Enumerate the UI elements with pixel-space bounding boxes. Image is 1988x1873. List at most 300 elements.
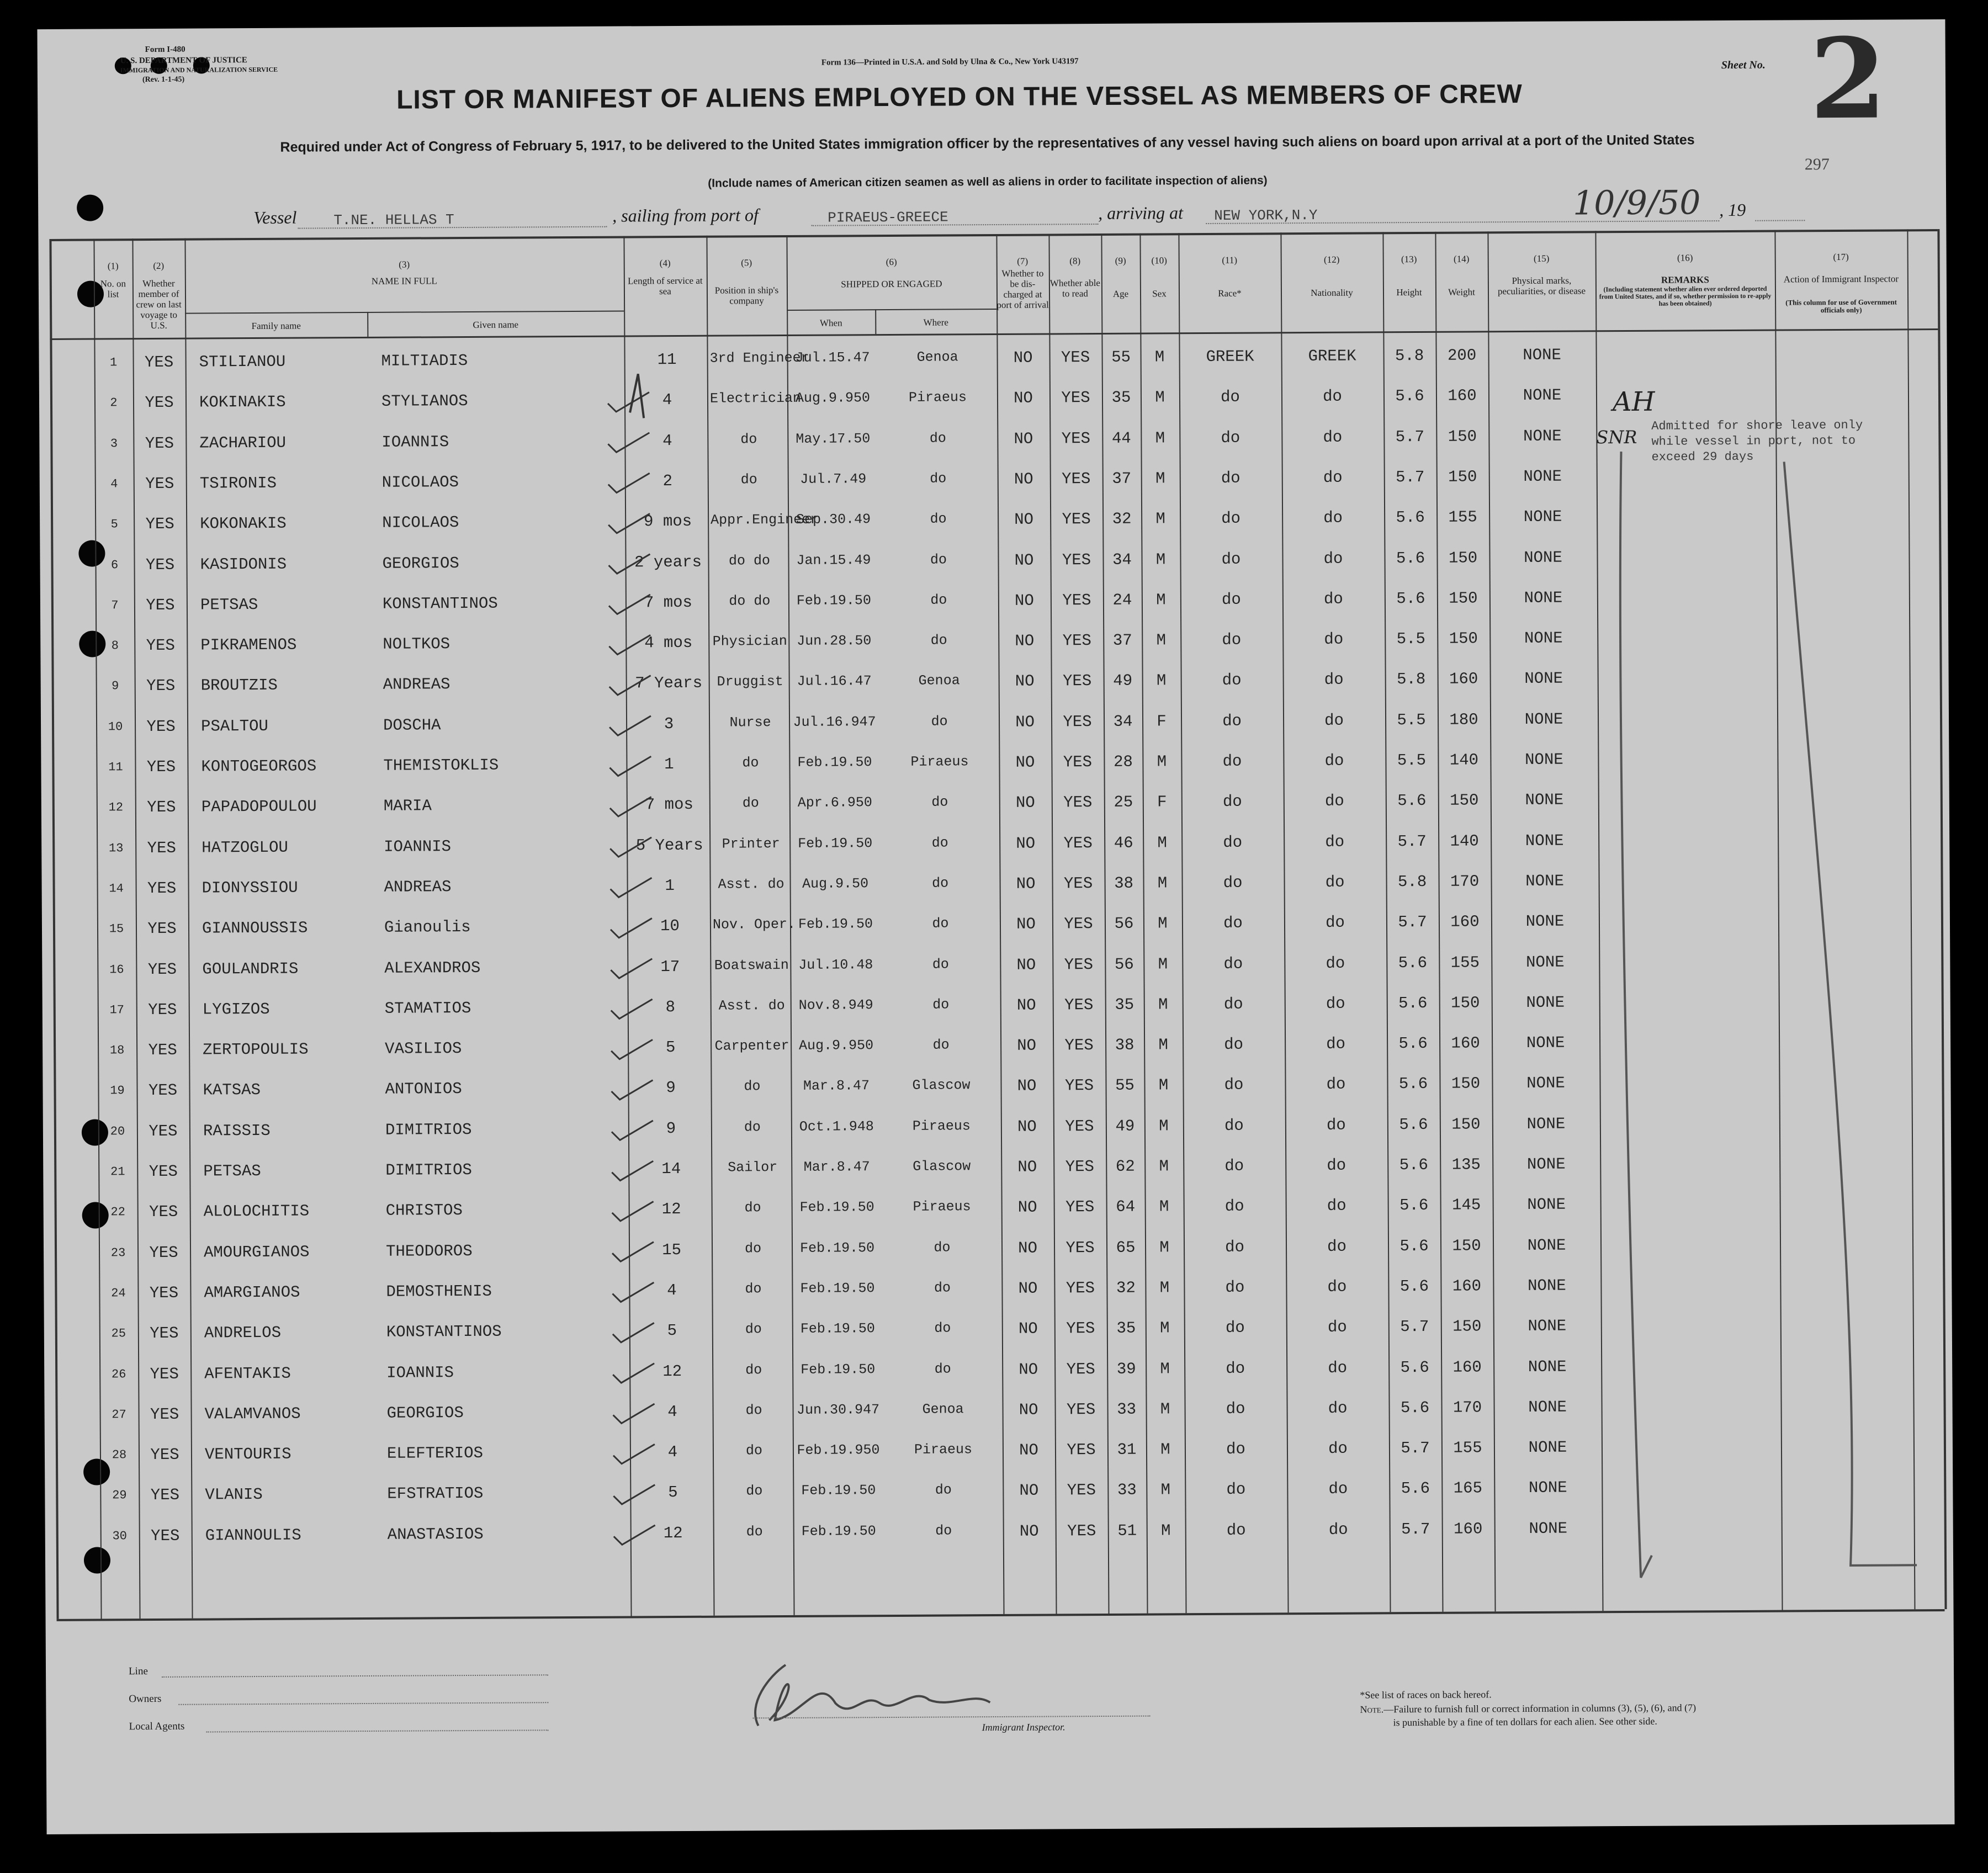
check-mark: [611, 959, 652, 978]
cell-weight: 150: [1448, 427, 1477, 446]
cell-position: 3rd Engineer: [709, 349, 809, 367]
cell-nat: do: [1326, 994, 1345, 1013]
cell-disch: NO: [1014, 470, 1033, 489]
cell-weight: 150: [1452, 1237, 1481, 1255]
check-mark: [608, 473, 650, 492]
col-number: (10): [1151, 255, 1167, 266]
cell-read: YES: [1065, 1198, 1095, 1217]
cell-read: YES: [1066, 1319, 1095, 1338]
cell-nat: do: [1325, 913, 1345, 932]
cell-read: YES: [1065, 1278, 1095, 1298]
cell-read: YES: [1062, 510, 1091, 529]
cell-height: 5.7: [1400, 1318, 1429, 1336]
cell-service: 5 Years: [635, 836, 703, 855]
cell-race: do: [1225, 1238, 1245, 1256]
cell-marks: NONE: [1525, 790, 1564, 810]
cell-age: 44: [1111, 429, 1131, 448]
cell-disch: NO: [1016, 834, 1036, 853]
cell-prev: YES: [145, 474, 174, 493]
cell-read: YES: [1063, 712, 1092, 731]
cell-position: do: [745, 1361, 762, 1378]
cell-race: GREEK: [1206, 347, 1254, 366]
cell-read: YES: [1065, 1238, 1095, 1257]
cell-where: Genoa: [918, 672, 960, 689]
cell-no: 23: [110, 1245, 126, 1260]
cell-prev: YES: [145, 394, 174, 412]
cell-nat: do: [1324, 630, 1344, 649]
cell-family: VENTOURIS: [204, 1445, 291, 1464]
cell-age: 34: [1112, 550, 1132, 569]
cell-given: ANDREAS: [384, 878, 452, 896]
cell-age: 33: [1117, 1481, 1137, 1500]
cell-when: Jul.16.947: [793, 713, 876, 730]
cell-read: YES: [1061, 389, 1090, 407]
cell-prev: YES: [150, 1486, 180, 1505]
cell-height: 5.5: [1396, 630, 1425, 649]
cell-family: LYGIZOS: [202, 1000, 270, 1019]
col-header-given: Given name: [473, 319, 519, 330]
cell-read: YES: [1065, 1158, 1094, 1176]
cell-position: do: [745, 1442, 763, 1459]
crew-table: [49, 229, 1944, 1619]
cell-service: 1: [664, 755, 674, 774]
col-number: (2): [153, 260, 165, 271]
cell-nat: do: [1323, 468, 1343, 487]
cell-marks: NONE: [1529, 1519, 1568, 1538]
cell-no: 10: [108, 719, 123, 734]
cell-weight: 170: [1452, 1398, 1482, 1417]
cell-when: Feb.19.50: [801, 1522, 876, 1540]
cell-sex: M: [1160, 1319, 1170, 1338]
cell-prev: YES: [150, 1405, 179, 1424]
vessel-name: T.NE. HELLAS T: [333, 211, 454, 229]
cell-marks: NONE: [1528, 1357, 1567, 1376]
cell-when: Feb.19.50: [798, 916, 873, 933]
cell-disch: NO: [1016, 915, 1036, 933]
cell-age: 64: [1116, 1197, 1136, 1217]
cell-nat: do: [1328, 1359, 1348, 1377]
cell-where: do: [931, 794, 948, 810]
cell-service: 2: [662, 471, 673, 491]
cell-where: Glascow: [913, 1158, 971, 1175]
cell-where: do: [929, 430, 946, 447]
cell-weight: 160: [1449, 670, 1478, 689]
cell-height: 5.5: [1397, 710, 1426, 729]
cell-when: Mar.8.47: [803, 1078, 870, 1095]
check-mark: [614, 1525, 655, 1545]
cell-when: Oct.1.948: [799, 1118, 874, 1135]
cell-no: 19: [110, 1084, 125, 1098]
col-header-6: SHIPPED OR ENGAGED: [841, 278, 942, 290]
cell-where: do: [934, 1360, 951, 1377]
cell-where: do: [930, 511, 947, 527]
cell-position: do: [744, 1240, 762, 1256]
cell-race: do: [1222, 712, 1242, 730]
cell-given: ANDREAS: [383, 675, 450, 694]
cell-where: Piraeus: [913, 1198, 971, 1216]
cell-given: KONSTANTINOS: [386, 1322, 502, 1341]
cell-nat: do: [1328, 1520, 1348, 1539]
col-header-when: When: [819, 317, 842, 328]
col-header-4: Length of service at sea: [628, 275, 703, 297]
cell-family: HATZOGLOU: [202, 838, 288, 857]
cell-no: 25: [111, 1327, 126, 1341]
cell-given: ANASTASIOS: [387, 1525, 484, 1544]
cell-prev: YES: [146, 636, 176, 655]
cell-marks: NONE: [1524, 548, 1562, 567]
cell-nat: do: [1326, 1116, 1346, 1134]
check-mark: [611, 918, 652, 937]
cell-given: NOLTKOS: [383, 635, 450, 654]
cell-given: MILTIADIS: [381, 351, 468, 370]
cell-sex: M: [1154, 348, 1165, 367]
cell-weight: 200: [1447, 346, 1477, 365]
cell-weight: 160: [1452, 1357, 1482, 1377]
sailing-port: PIRAEUS-GREECE: [828, 209, 948, 226]
cell-race: do: [1223, 914, 1243, 933]
cell-race: do: [1224, 1076, 1244, 1095]
cell-read: YES: [1065, 1117, 1094, 1136]
cell-no: 28: [112, 1448, 127, 1462]
check-mark: [609, 595, 650, 614]
cell-read: YES: [1063, 874, 1093, 893]
cell-no: 22: [110, 1205, 125, 1219]
cell-where: Piraeus: [912, 1117, 971, 1134]
cell-read: YES: [1061, 429, 1091, 448]
cell-prev: YES: [149, 1203, 178, 1222]
cell-weight: 150: [1452, 1317, 1482, 1336]
cell-sex: M: [1156, 671, 1167, 690]
cell-race: do: [1222, 671, 1242, 690]
cell-age: 34: [1113, 712, 1133, 731]
sailing-label: , sailing from port of: [612, 205, 759, 226]
col-number: (8): [1069, 256, 1081, 267]
cell-family: AFENTAKIS: [204, 1364, 291, 1383]
col-number: (9): [1115, 255, 1126, 266]
cell-sex: M: [1158, 1076, 1169, 1095]
cell-disch: NO: [1014, 551, 1034, 570]
cell-sex: M: [1155, 388, 1165, 407]
cell-age: 38: [1114, 874, 1134, 893]
cell-height: 5.6: [1396, 549, 1425, 567]
cell-no: 11: [108, 760, 123, 774]
cell-age: 31: [1117, 1440, 1137, 1459]
cell-race: do: [1226, 1440, 1245, 1458]
cell-service: 8: [665, 997, 676, 1016]
check-mark: [609, 756, 651, 776]
cell-height: 5.8: [1396, 670, 1426, 689]
year-label: , 19: [1719, 199, 1746, 220]
cell-marks: NONE: [1523, 507, 1562, 527]
note-text-2: is punishable by a fine of ten dollars for each alien. See other side.: [1393, 1715, 1657, 1728]
cell-given: GEORGIOS: [382, 554, 459, 573]
cell-nat: do: [1326, 1034, 1346, 1053]
cell-given: VASILIOS: [385, 1039, 462, 1058]
cell-race: do: [1225, 1318, 1245, 1338]
cell-no: 20: [110, 1124, 125, 1139]
cell-marks: NONE: [1528, 1438, 1567, 1457]
cell-weight: 150: [1450, 791, 1479, 810]
check-mark: [611, 999, 653, 1018]
cell-service: 12: [663, 1524, 683, 1542]
cell-when: Jul.15.47: [795, 349, 870, 366]
cell-disch: NO: [1017, 1077, 1037, 1096]
cell-race: do: [1224, 1116, 1244, 1135]
cell-when: Aug.9.50: [802, 876, 869, 892]
cell-when: Feb.19.50: [798, 835, 873, 852]
cell-nat: do: [1326, 954, 1345, 973]
cell-sex: M: [1159, 1157, 1169, 1176]
cell-disch: NO: [1013, 348, 1033, 367]
page-title: LIST OR MANIFEST OF ALIENS EMPLOYED ON THE VESSEL AS MEMBERS OF CREW: [396, 79, 1523, 115]
cell-nat: do: [1327, 1318, 1347, 1337]
cell-prev: YES: [150, 1365, 179, 1383]
cell-weight: 155: [1453, 1439, 1482, 1457]
col-number: (17): [1833, 251, 1849, 263]
cell-weight: 160: [1450, 912, 1480, 931]
cell-given: THEMISTOKLIS: [383, 756, 499, 775]
cell-disch: NO: [1013, 389, 1033, 408]
cell-no: 21: [110, 1165, 125, 1179]
cell-prev: YES: [149, 1162, 178, 1181]
cell-position: do: [746, 1523, 763, 1540]
cell-given: IOANNIS: [381, 432, 449, 452]
page-note: (Include names of American citizen seamen as well as aliens in order to facilitate inspection of aliens): [708, 174, 1268, 190]
cell-age: 56: [1114, 955, 1134, 974]
check-mark: [609, 676, 651, 695]
cell-weight: 150: [1451, 1074, 1481, 1094]
cell-disch: NO: [1016, 874, 1036, 893]
cell-marks: NONE: [1526, 1074, 1565, 1093]
cell-where: Glascow: [912, 1077, 971, 1094]
cell-nat: do: [1322, 388, 1342, 406]
cell-family: GOULANDRIS: [202, 959, 299, 979]
cell-race: do: [1226, 1359, 1245, 1378]
cell-position: Asst. do: [718, 876, 784, 893]
cell-when: Jul.16.47: [797, 673, 872, 690]
cell-sex: M: [1158, 995, 1168, 1014]
cell-nat: do: [1328, 1399, 1348, 1418]
cell-nat: do: [1324, 711, 1344, 730]
cell-prev: YES: [151, 1526, 180, 1545]
form-revision: (Rev. 1-1-45): [142, 75, 185, 84]
cell-position: do: [745, 1321, 762, 1338]
cell-given: ELEFTERIOS: [386, 1444, 484, 1463]
sheet-number: 2: [1809, 14, 1887, 145]
cell-prev: YES: [145, 434, 174, 453]
cell-age: 56: [1114, 914, 1134, 933]
cell-service: 3: [664, 714, 674, 733]
cell-read: YES: [1062, 632, 1091, 650]
cell-sex: M: [1157, 752, 1167, 771]
cell-disch: NO: [1015, 713, 1035, 731]
cell-disch: NO: [1017, 1036, 1037, 1055]
cell-disch: NO: [1014, 591, 1034, 610]
cell-position: do: [744, 1200, 761, 1216]
col-number: (3): [399, 259, 410, 270]
cell-prev: YES: [149, 1122, 178, 1140]
cell-race: do: [1222, 630, 1242, 649]
check-mark: [613, 1404, 655, 1423]
cell-service: 11: [657, 351, 677, 369]
cell-service: 12: [662, 1362, 682, 1381]
cell-nat: do: [1323, 428, 1343, 447]
cell-position: do: [742, 755, 759, 771]
cell-prev: YES: [146, 677, 176, 696]
cell-prev: YES: [150, 1324, 179, 1343]
cell-family: GIANNOULIS: [205, 1526, 301, 1545]
col-header-2: Whether member of crew on last voyage to U.S.: [136, 278, 182, 331]
cell-when: Jun.30.947: [796, 1401, 880, 1418]
cell-sex: M: [1160, 1521, 1171, 1540]
cell-weight: 160: [1451, 1034, 1480, 1053]
cell-disch: NO: [1016, 996, 1036, 1015]
cell-disch: NO: [1018, 1319, 1038, 1338]
cell-where: Piraeus: [914, 1441, 973, 1458]
cell-no: 18: [109, 1043, 125, 1058]
cell-nat: do: [1324, 792, 1344, 811]
cell-no: 9: [112, 679, 119, 693]
cell-sex: M: [1160, 1481, 1171, 1499]
cell-marks: NONE: [1524, 710, 1563, 729]
cell-weight: 165: [1453, 1479, 1483, 1498]
cell-nat: do: [1323, 590, 1343, 608]
arrival-date: 10/9/50: [1572, 183, 1701, 223]
check-mark: [612, 1242, 654, 1261]
cell-given: GEORGIOS: [386, 1403, 464, 1423]
cell-weight: 150: [1448, 548, 1478, 567]
cell-family: BROUTZIS: [200, 676, 278, 695]
cell-family: KATSAS: [203, 1081, 261, 1100]
cell-read: YES: [1062, 672, 1092, 691]
col-number: (1): [107, 261, 119, 272]
cell-prev: YES: [148, 1081, 178, 1100]
cell-race: do: [1220, 388, 1240, 407]
cell-disch: NO: [1014, 510, 1034, 529]
cell-when: Feb.19.50: [796, 592, 871, 609]
cell-family: GIANNOUSSIS: [202, 919, 308, 938]
cell-position: Druggist: [717, 673, 783, 691]
check-mark: [612, 1202, 654, 1221]
col-number: (11): [1222, 254, 1238, 266]
cell-position: do: [745, 1281, 762, 1297]
remarks-line-1: Admitted for shore leave only: [1651, 418, 1863, 433]
cell-sex: M: [1157, 874, 1168, 893]
cell-read: YES: [1062, 469, 1091, 489]
col-header-16: REMARKS: [1661, 274, 1709, 285]
cell-race: do: [1226, 1481, 1246, 1499]
cell-given: ANTONIOS: [385, 1080, 462, 1099]
cell-no: 7: [111, 598, 119, 613]
cell-family: DIONYSSIOU: [202, 878, 298, 898]
cell-age: 55: [1111, 348, 1131, 367]
col-number: (4): [659, 258, 671, 269]
cell-position: do: [740, 471, 757, 488]
col-header-family: Family name: [251, 320, 301, 332]
cell-no: 29: [112, 1488, 127, 1503]
cell-nat: GREEK: [1308, 347, 1356, 366]
cell-weight: 140: [1450, 832, 1479, 851]
cell-race: do: [1226, 1521, 1246, 1540]
col-number: (16): [1677, 252, 1693, 263]
note-label: Note.: [1360, 1704, 1384, 1715]
cell-position: Carpenter: [714, 1038, 789, 1054]
cell-race: do: [1223, 954, 1243, 973]
cell-when: Feb.19.50: [799, 1239, 875, 1256]
col-number: (7): [1017, 256, 1029, 267]
cell-marks: NONE: [1528, 1478, 1567, 1498]
cell-where: do: [935, 1482, 952, 1498]
cell-nat: do: [1325, 873, 1345, 892]
cell-prev: YES: [147, 879, 177, 898]
cell-service: 1: [665, 876, 675, 895]
cell-service: 10: [660, 917, 680, 936]
cell-when: Feb.19.50: [799, 1199, 874, 1216]
cell-marks: NONE: [1528, 1317, 1567, 1336]
check-mark: [611, 1039, 653, 1059]
check-mark: [612, 1161, 653, 1180]
cell-family: KONTOGEORGOS: [201, 757, 317, 776]
service-name: IMMIGRATION AND NATURALIZATION SERVICE: [120, 65, 278, 75]
cell-position: Printer: [722, 835, 780, 852]
cell-when: Jul.10.48: [798, 956, 873, 973]
check-mark: [611, 878, 652, 897]
cell-prev: YES: [149, 1243, 178, 1262]
cell-height: 5.6: [1398, 994, 1428, 1012]
cell-given: KONSTANTINOS: [382, 594, 498, 613]
cell-disch: NO: [1019, 1360, 1038, 1379]
cell-given: Gianoulis: [384, 918, 471, 937]
cell-disch: NO: [1014, 429, 1033, 448]
cell-age: 25: [1114, 793, 1133, 812]
cell-when: Sep.30.49: [796, 511, 871, 528]
cell-position: Appr.Engineer: [711, 511, 819, 528]
cell-nat: do: [1324, 751, 1344, 770]
cell-disch: NO: [1019, 1441, 1038, 1460]
vessel-label: Vessel: [253, 207, 297, 228]
cell-height: 5.6: [1398, 1034, 1428, 1053]
cell-height: 5.8: [1397, 872, 1427, 892]
footer-note-line-1: [1360, 1702, 1696, 1715]
cell-sex: M: [1160, 1400, 1170, 1419]
cell-no: 16: [109, 962, 124, 977]
cell-family: TSIRONIS: [199, 474, 277, 493]
cell-height: 5.5: [1397, 751, 1427, 770]
cell-no: 6: [110, 558, 119, 572]
inspector-label: Immigrant Inspector.: [982, 1721, 1065, 1733]
cell-nat: do: [1324, 671, 1344, 689]
cell-sex: M: [1160, 1440, 1170, 1459]
cell-disch: NO: [1016, 956, 1036, 974]
cell-marks: NONE: [1523, 427, 1562, 445]
cell-no: 27: [112, 1408, 126, 1422]
cell-disch: NO: [1017, 1198, 1037, 1217]
cell-age: 24: [1112, 591, 1132, 609]
cell-age: 55: [1115, 1076, 1135, 1095]
cell-sex: M: [1157, 833, 1167, 852]
cell-position: do: [746, 1483, 763, 1499]
col-number: (5): [741, 257, 752, 268]
remarks-line-2: while vessel in port, not to: [1651, 433, 1856, 449]
cell-disch: NO: [1019, 1400, 1038, 1419]
cell-prev: YES: [147, 839, 176, 857]
cell-when: Feb.19.950: [797, 1442, 880, 1458]
cell-service: 4: [662, 431, 672, 450]
check-mark: [609, 716, 651, 735]
cell-no: 8: [111, 639, 119, 653]
cell-service: 14: [661, 1159, 681, 1179]
cell-given: DEMOSTHENIS: [386, 1282, 492, 1301]
